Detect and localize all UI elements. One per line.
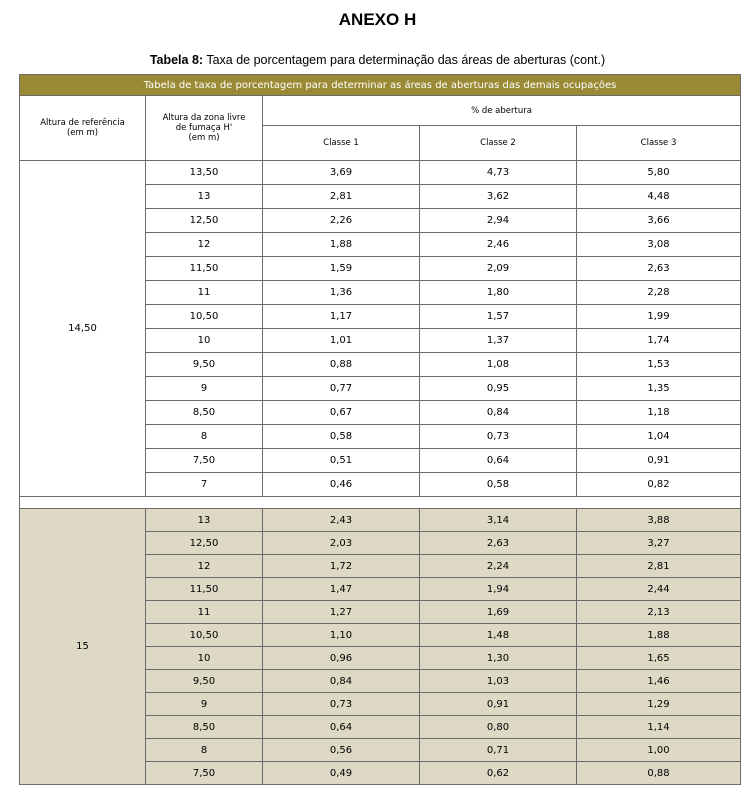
zone-height-cell: 12: [146, 233, 263, 257]
class-1-cell: 2,03: [263, 532, 420, 555]
col-header-opening-percent: % de abertura: [263, 96, 741, 126]
class-3-cell: 1,00: [577, 739, 741, 762]
col-zone-line2: de fumaça H': [175, 123, 233, 133]
zone-height-cell: 9,50: [146, 353, 263, 377]
zone-height-cell: 10,50: [146, 305, 263, 329]
class-3-cell: 1,46: [577, 670, 741, 693]
class-2-cell: 2,24: [420, 555, 577, 578]
zone-height-cell: 8,50: [146, 716, 263, 739]
class-3-cell: 1,74: [577, 329, 741, 353]
class-1-cell: 3,69: [263, 161, 420, 185]
class-2-cell: 1,69: [420, 601, 577, 624]
class-3-cell: 0,91: [577, 449, 741, 473]
class-2-cell: 0,91: [420, 693, 577, 716]
class-1-cell: 1,59: [263, 257, 420, 281]
class-1-cell: 0,73: [263, 693, 420, 716]
class-1-cell: 0,51: [263, 449, 420, 473]
zone-height-cell: 11: [146, 601, 263, 624]
col-header-class-2: Classe 2: [420, 126, 577, 161]
zone-height-cell: 8: [146, 425, 263, 449]
class-2-cell: 1,48: [420, 624, 577, 647]
col-ref-line1: Altura de referência: [40, 118, 125, 128]
zone-height-cell: 10: [146, 647, 263, 670]
class-2-cell: 2,46: [420, 233, 577, 257]
class-1-cell: 0,56: [263, 739, 420, 762]
class-2-cell: 1,94: [420, 578, 577, 601]
class-3-cell: 2,28: [577, 281, 741, 305]
class-2-cell: 1,03: [420, 670, 577, 693]
table-caption: [0, 53, 755, 67]
zone-height-cell: 7: [146, 473, 263, 497]
class-2-cell: 1,08: [420, 353, 577, 377]
class-2-cell: 1,37: [420, 329, 577, 353]
class-3-cell: 3,27: [577, 532, 741, 555]
zone-height-cell: 10: [146, 329, 263, 353]
zone-height-cell: 12,50: [146, 532, 263, 555]
group-separator-row: [20, 497, 741, 509]
class-2-cell: 2,63: [420, 532, 577, 555]
class-2-cell: 0,58: [420, 473, 577, 497]
zone-height-cell: 8: [146, 739, 263, 762]
class-3-cell: 2,44: [577, 578, 741, 601]
class-2-cell: 0,73: [420, 425, 577, 449]
col-header-reference-height: [20, 96, 146, 161]
class-1-cell: 1,47: [263, 578, 420, 601]
zone-height-cell: 7,50: [146, 449, 263, 473]
header-row-1: [20, 96, 741, 126]
class-3-cell: 1,65: [577, 647, 741, 670]
class-1-cell: 2,81: [263, 185, 420, 209]
class-2-cell: 3,14: [420, 509, 577, 532]
zone-height-cell: 7,50: [146, 762, 263, 785]
class-2-cell: 0,62: [420, 762, 577, 785]
class-2-cell: 1,30: [420, 647, 577, 670]
class-2-cell: 4,73: [420, 161, 577, 185]
class-3-cell: 0,88: [577, 762, 741, 785]
class-2-cell: 0,80: [420, 716, 577, 739]
class-3-cell: 0,82: [577, 473, 741, 497]
class-1-cell: 0,46: [263, 473, 420, 497]
class-3-cell: 1,53: [577, 353, 741, 377]
zone-height-cell: 12: [146, 555, 263, 578]
zone-height-cell: 9,50: [146, 670, 263, 693]
class-1-cell: 0,88: [263, 353, 420, 377]
zone-height-cell: 13,50: [146, 161, 263, 185]
class-1-cell: 0,67: [263, 401, 420, 425]
class-1-cell: 0,64: [263, 716, 420, 739]
class-3-cell: 3,88: [577, 509, 741, 532]
class-2-cell: 2,94: [420, 209, 577, 233]
class-3-cell: 1,35: [577, 377, 741, 401]
class-1-cell: 1,36: [263, 281, 420, 305]
zone-height-cell: 11,50: [146, 257, 263, 281]
zone-height-cell: 11,50: [146, 578, 263, 601]
zone-height-cell: 13: [146, 509, 263, 532]
reference-height-cell: 15: [20, 509, 146, 785]
class-1-cell: 2,43: [263, 509, 420, 532]
opening-rate-table: [19, 74, 741, 785]
class-3-cell: 1,99: [577, 305, 741, 329]
class-1-cell: 1,01: [263, 329, 420, 353]
class-1-cell: 0,58: [263, 425, 420, 449]
class-3-cell: 2,13: [577, 601, 741, 624]
zone-height-cell: 10,50: [146, 624, 263, 647]
zone-height-cell: 11: [146, 281, 263, 305]
class-3-cell: 4,48: [577, 185, 741, 209]
class-3-cell: 2,81: [577, 555, 741, 578]
class-3-cell: 1,18: [577, 401, 741, 425]
class-3-cell: 2,63: [577, 257, 741, 281]
reference-height-cell: 14,50: [20, 161, 146, 497]
class-1-cell: 1,27: [263, 601, 420, 624]
table-banner: Tabela de taxa de porcentagem para determinar as áreas de aberturas das demais ocupações: [20, 75, 741, 96]
annex-title: ANEXO H: [338, 10, 417, 29]
class-2-cell: 0,95: [420, 377, 577, 401]
class-2-cell: 0,64: [420, 449, 577, 473]
class-2-cell: 3,62: [420, 185, 577, 209]
class-1-cell: 1,17: [263, 305, 420, 329]
col-zone-line3: (em m): [188, 133, 220, 143]
class-1-cell: 1,88: [263, 233, 420, 257]
zone-height-cell: 9: [146, 693, 263, 716]
class-3-cell: 1,88: [577, 624, 741, 647]
caption-label: Tabela 8:: [149, 53, 204, 67]
col-ref-line2: (em m): [66, 128, 99, 138]
table-banner-row: [20, 75, 741, 96]
table-row: [20, 509, 741, 532]
zone-height-cell: 12,50: [146, 209, 263, 233]
class-2-cell: 1,57: [420, 305, 577, 329]
class-1-cell: 0,77: [263, 377, 420, 401]
class-3-cell: 3,08: [577, 233, 741, 257]
class-1-cell: 1,10: [263, 624, 420, 647]
caption-text: Taxa de porcentagem para determinação das áreas de aberturas (cont.): [203, 53, 606, 67]
class-1-cell: 0,96: [263, 647, 420, 670]
class-1-cell: 2,26: [263, 209, 420, 233]
zone-height-cell: 13: [146, 185, 263, 209]
col-header-smoke-free-zone: [146, 96, 263, 161]
col-header-class-3: Classe 3: [577, 126, 741, 161]
class-3-cell: 3,66: [577, 209, 741, 233]
class-2-cell: 0,84: [420, 401, 577, 425]
zone-height-cell: 9: [146, 377, 263, 401]
class-3-cell: 1,29: [577, 693, 741, 716]
zone-height-cell: 8,50: [146, 401, 263, 425]
class-3-cell: 1,04: [577, 425, 741, 449]
class-1-cell: 0,84: [263, 670, 420, 693]
class-1-cell: 1,72: [263, 555, 420, 578]
col-header-class-1: Classe 1: [263, 126, 420, 161]
table-row: [20, 161, 741, 185]
class-2-cell: 1,80: [420, 281, 577, 305]
class-2-cell: 2,09: [420, 257, 577, 281]
class-2-cell: 0,71: [420, 739, 577, 762]
group-separator: [20, 497, 741, 509]
class-1-cell: 0,49: [263, 762, 420, 785]
col-zone-line1: Altura da zona livre: [162, 113, 246, 123]
class-3-cell: 1,14: [577, 716, 741, 739]
class-3-cell: 5,80: [577, 161, 741, 185]
